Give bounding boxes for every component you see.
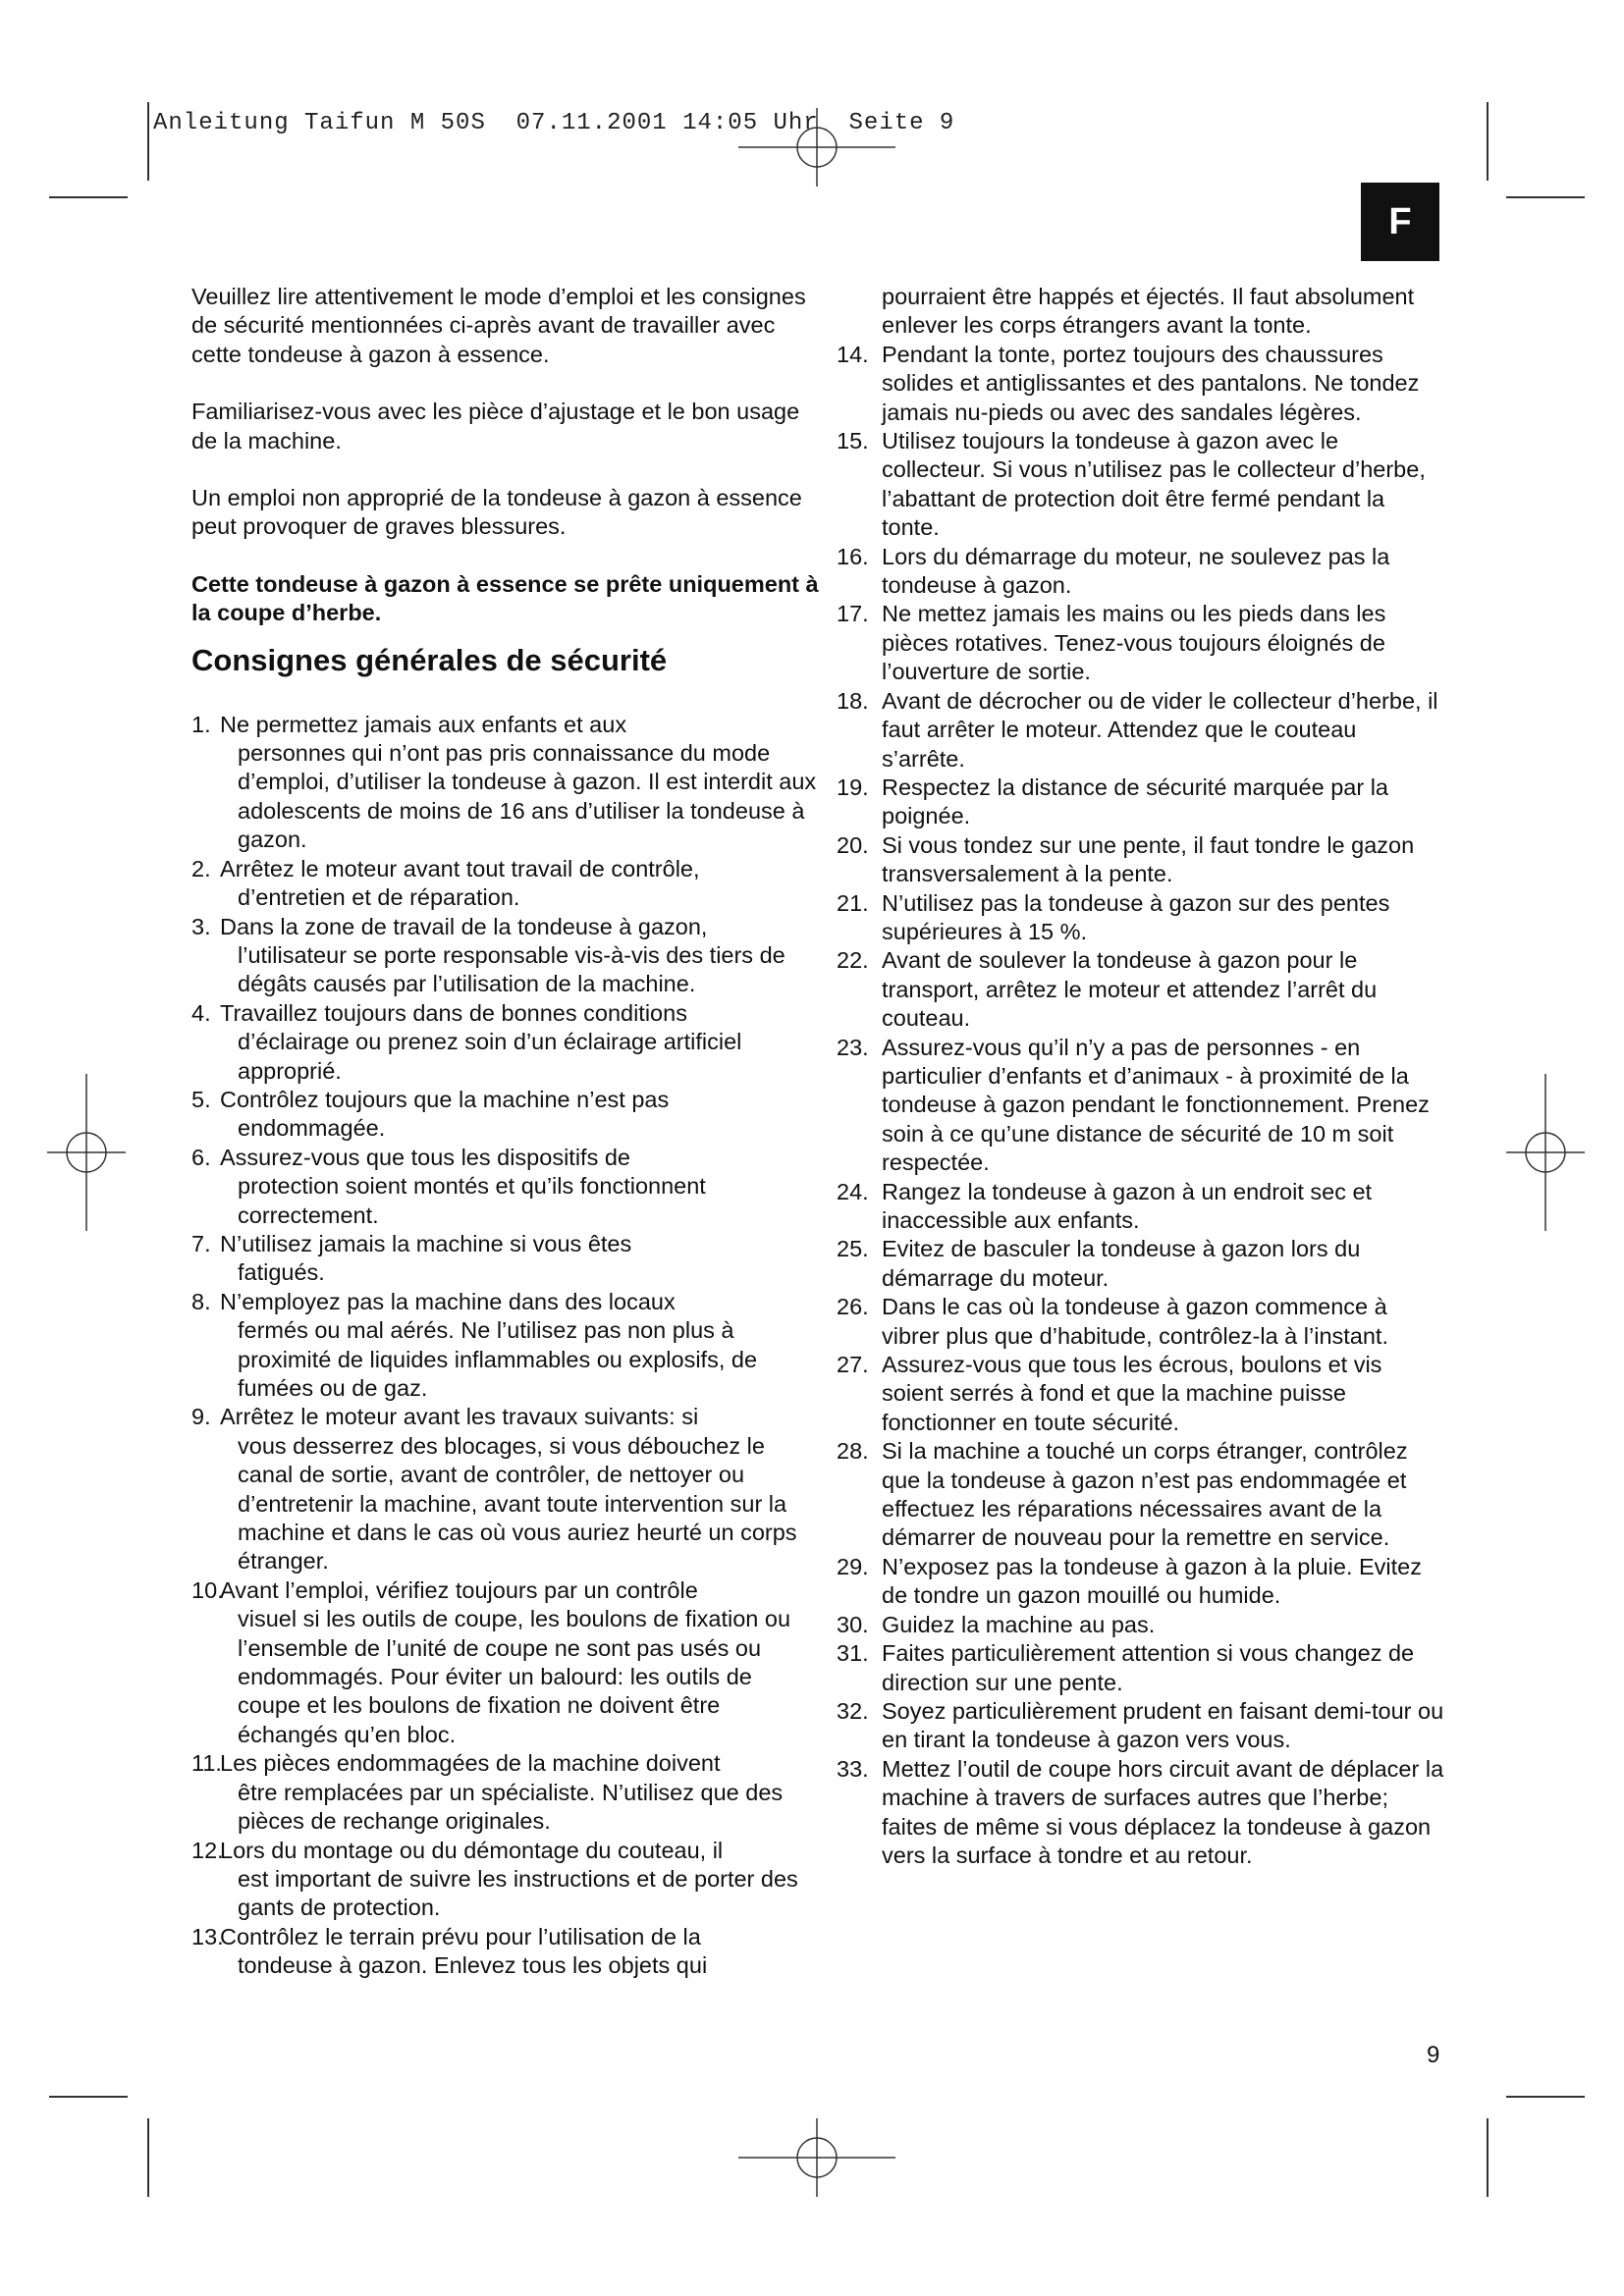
list-item: [837, 600, 1445, 686]
page-number: 9: [1427, 2042, 1440, 2068]
item-text-continuation: visuel si les outils de coupe, les boulons de fixation ou l’ensemble de l’unité de coupe ne sont pas usés ou endommagés. Pour éviter un balourd: les outils de coupe et les boulons de fixation ne doivent être échangés qu’en bloc.: [238, 1606, 791, 1747]
item-number: 21.: [837, 889, 869, 916]
item-text-first-line: Arrêtez le moteur avant les travaux suivants: si: [220, 1404, 699, 1430]
item-text-continuation: l’utilisateur se porte responsable vis-à-vis des tiers de dégâts causés par l’utilisation de la machine.: [238, 941, 785, 997]
item-text-first-line: Contrôlez toujours que la machine n’est pas: [220, 1086, 670, 1112]
item-number: 10.: [191, 1576, 224, 1603]
item-text-continuation: vous desserrez des blocages, si vous débouchez le canal de sortie, avant de contrôler, de nettoyer ou d’entretenir la machine, avant toute intervention sur la machine et dans le cas où vous auriez heurté un corps étranger.: [238, 1432, 797, 1575]
list-item: [191, 999, 820, 1086]
item-text-first-line: Dans la zone de travail de la tondeuse à gazon,: [220, 913, 708, 939]
item-text: [220, 1749, 820, 1836]
item-number: 32.: [837, 1697, 869, 1724]
item-text-first-line: N’employez pas la machine dans des locaux: [220, 1288, 676, 1314]
list-item: [837, 341, 1445, 427]
item-text: Dans le cas où la tondeuse à gazon commence à vibrer plus que d’habitude, contrôlez-la à l’instant.: [882, 1294, 1388, 1349]
item-number: 5.: [191, 1086, 211, 1112]
item-text: [220, 1230, 820, 1288]
right-column: [837, 283, 1445, 1870]
item-text: Utilisez toujours la tondeuse à gazon avec le collecteur. Si vous n’utilisez pas le collecteur d’herbe, l’abattant de protection doit être fermé pendant la tonte.: [882, 428, 1426, 541]
item-number: 27.: [837, 1352, 869, 1378]
crop-mark: [49, 2096, 128, 2098]
list-item: [837, 946, 1445, 1033]
item-number: 23.: [837, 1034, 869, 1060]
list-item: [191, 1288, 820, 1404]
item-number: 9.: [191, 1404, 211, 1430]
item-text: [220, 1086, 820, 1144]
item-number: 6.: [191, 1144, 211, 1170]
item-text: Ne mettez jamais les mains ou les pieds dans les pièces rotatives. Tenez-vous toujours éloignés de l’ouverture de sortie.: [882, 601, 1386, 685]
crop-mark: [1506, 196, 1585, 198]
crop-mark: [1506, 2096, 1585, 2098]
continued-text: pourraient être happés et éjectés. Il faut absolument enlever les corps étrangers avant la tonte.: [882, 284, 1415, 339]
item-text: [220, 999, 820, 1086]
item-text: [220, 855, 820, 913]
language-tab: F: [1361, 183, 1439, 261]
registration-mark-left: [47, 1074, 126, 1231]
item-text: [220, 1837, 820, 1923]
item-number: 2.: [191, 855, 211, 881]
list-item: [837, 427, 1445, 543]
list-item: [191, 1749, 820, 1836]
item-text: [220, 1923, 820, 1981]
list-item: [837, 1034, 1445, 1178]
list-item: [191, 1576, 820, 1749]
item-text-first-line: Travaillez toujours dans de bonnes conditions: [220, 999, 687, 1026]
list-item: [837, 1178, 1445, 1236]
item-number: 8.: [191, 1288, 211, 1314]
intro-paragraph: Familiarisez-vous avec les pièce d’ajustage et le bon usage de la machine.: [191, 399, 800, 454]
list-item: [837, 1235, 1445, 1293]
item-number: 4.: [191, 999, 211, 1026]
item-number: 14.: [837, 341, 869, 367]
list-item: [837, 1755, 1445, 1871]
safety-list-right: [837, 341, 1445, 1871]
item-number: 28.: [837, 1438, 869, 1465]
item-number: 13.: [191, 1923, 224, 1949]
list-item: [837, 543, 1445, 601]
item-text: Guidez la machine au pas.: [882, 1611, 1156, 1637]
item-text: [220, 711, 820, 855]
list-item: [837, 687, 1445, 774]
list-item: [837, 1437, 1445, 1553]
item-number: 29.: [837, 1553, 869, 1579]
item-text-continuation: endommagée.: [238, 1115, 386, 1142]
list-item: [191, 1144, 820, 1230]
item-text-first-line: Assurez-vous que tous les dispositifs de: [220, 1144, 630, 1170]
registration-mark-right: [1506, 1074, 1585, 1231]
list-item: [191, 1837, 820, 1923]
usage-note: Cette tondeuse à gazon à essence se prête uniquement à la coupe d’herbe.: [191, 570, 819, 626]
item-text: Respectez la distance de sécurité marquée par la poignée.: [882, 774, 1388, 829]
list-item: [191, 711, 820, 855]
print-header: Anleitung Taifun M 50S 07.11.2001 14:05 Uhr Seite 9: [153, 110, 955, 136]
item-text: N’utilisez pas la tondeuse à gazon sur des pentes supérieures à 15 %.: [882, 889, 1390, 944]
list-item: [191, 1086, 820, 1144]
item-text: Lors du démarrage du moteur, ne soulevez pas la tondeuse à gazon.: [882, 543, 1390, 599]
item-text: Rangez la tondeuse à gazon à un endroit sec et inaccessible aux enfants.: [882, 1178, 1373, 1233]
list-item: [837, 831, 1445, 889]
crop-mark: [49, 196, 128, 198]
item-number: 31.: [837, 1640, 869, 1667]
item-number: 1.: [191, 711, 211, 737]
item-number: 22.: [837, 947, 869, 974]
item-text-continuation: d’entretien et de réparation.: [238, 884, 520, 911]
item-text-first-line: Ne permettez jamais aux enfants et aux: [220, 711, 627, 737]
left-column: [191, 283, 820, 1981]
item-text-first-line: Lors du montage ou du démontage du couteau, il: [220, 1837, 724, 1863]
item-number: 26.: [837, 1294, 869, 1320]
item-text-continuation: fatigués.: [238, 1259, 325, 1286]
item-text: [220, 913, 820, 999]
item-text: [220, 1403, 820, 1575]
item-text-continuation: fermés ou mal aérés. Ne l’utilisez pas non plus à proximité de liquides inflammables ou explosifs, de fumées ou de gaz.: [238, 1317, 758, 1401]
item-text-continuation: personnes qui n’ont pas pris connaissance du mode d’emploi, d’utiliser la tondeuse à gazon. Il est interdit aux adolescents de moins de 16 ans d’utiliser la tondeuse à gazon.: [238, 740, 817, 853]
item-text: Soyez particulièrement prudent en faisant demi-tour ou en tirant la tondeuse à gazon vers vous.: [882, 1697, 1444, 1753]
item-text: Assurez-vous qu’il n’y a pas de personnes - en particulier d’enfants et d’animaux - à proximité de la tondeuse à gazon pendant le fonctionnement. Prenez soin à ce qu’une distance de sécurité de 10 m soit respectée.: [882, 1034, 1430, 1176]
item-number: 7.: [191, 1230, 211, 1256]
item-text: [220, 1144, 820, 1230]
item-text-continuation: est important de suivre les instructions et de porter des gants de protection.: [238, 1865, 798, 1921]
item-number: 18.: [837, 687, 869, 714]
item-text: Pendant la tonte, portez toujours des chaussures solides et antiglissantes et des pantalons. Ne tondez jamais nu-pieds ou avec des sandales légères.: [882, 341, 1420, 425]
item-text: Si vous tondez sur une pente, il faut tondre le gazon transversalement à la pente.: [882, 831, 1415, 887]
item-number: 17.: [837, 601, 869, 627]
list-item: [191, 855, 820, 913]
item-text: Avant de soulever la tondeuse à gazon pour le transport, arrêtez le moteur et attendez l’arrêt du couteau.: [882, 947, 1378, 1032]
item-text: Mettez l’outil de coupe hors circuit avant de déplacer la machine à travers de surfaces autres que l’herbe; faites de même si vous déplacez la tondeuse à gazon vers la surface à tondre et au retour.: [882, 1755, 1444, 1868]
list-item: [837, 889, 1445, 947]
crop-mark: [1487, 102, 1489, 181]
item-text-continuation: d’éclairage ou prenez soin d’un éclairage artificiel approprié.: [238, 1029, 742, 1084]
item-text: [220, 1576, 820, 1749]
item-text: Evitez de basculer la tondeuse à gazon lors du démarrage du moteur.: [882, 1236, 1361, 1291]
crop-mark: [1487, 2118, 1489, 2197]
list-item: [837, 1351, 1445, 1437]
item-number: 33.: [837, 1755, 869, 1782]
item-text: N’exposez pas la tondeuse à gazon à la pluie. Evitez de tondre un gazon mouillé ou humide.: [882, 1553, 1422, 1609]
list-item: [837, 1293, 1445, 1351]
item-text-first-line: N’utilisez jamais la machine si vous êtes: [220, 1230, 632, 1256]
list-item: [191, 1403, 820, 1575]
intro-paragraph: Un emploi non approprié de la tondeuse à gazon à essence peut provoquer de graves blessures.: [191, 485, 802, 540]
list-item: [191, 913, 820, 999]
item-number: 30.: [837, 1611, 869, 1637]
item-number: 24.: [837, 1178, 869, 1204]
item-text: Faites particulièrement attention si vous changez de direction sur une pente.: [882, 1640, 1415, 1695]
item-number: 16.: [837, 543, 869, 569]
item-text-first-line: Les pièces endommagées de la machine doivent: [220, 1750, 721, 1777]
registration-mark-bottom: [738, 2118, 895, 2197]
item-text-first-line: Contrôlez le terrain prévu pour l’utilisation de la: [220, 1923, 701, 1949]
item-text: Si la machine a touché un corps étranger, contrôlez que la tondeuse à gazon n’est pas endommagée et effectuez les réparations nécessaires avant de la démarrer de nouveau pour la remettre en service.: [882, 1438, 1408, 1551]
list-item: [837, 1553, 1445, 1611]
item-number: 25.: [837, 1236, 869, 1262]
item-number: 15.: [837, 428, 869, 454]
crop-mark: [147, 102, 149, 181]
item-text-first-line: Arrêtez le moteur avant tout travail de contrôle,: [220, 855, 700, 881]
list-item: [191, 1230, 820, 1288]
item-text-continuation: protection soient montés et qu’ils fonctionnent correctement.: [238, 1173, 706, 1228]
item-number: 19.: [837, 774, 869, 800]
list-item: [837, 1639, 1445, 1697]
item-number: 12.: [191, 1837, 224, 1863]
crop-mark: [147, 2118, 149, 2197]
intro-paragraph: Veuillez lire attentivement le mode d’emploi et les consignes de sécurité mentionnées ci-après avant de travailler avec cette tondeuse à gazon à essence.: [191, 284, 806, 367]
item-text-first-line: Avant l’emploi, vérifiez toujours par un contrôle: [220, 1576, 698, 1603]
item-text: [220, 1288, 820, 1404]
list-item: [191, 1923, 820, 1981]
item-text: Assurez-vous que tous les écrous, boulons et vis soient serrés à fond et que la machine puisse fonctionner en toute sécurité.: [882, 1352, 1382, 1435]
item-number: 11.: [191, 1750, 222, 1777]
list-item: [837, 1611, 1445, 1639]
item-text: Avant de décrocher ou de vider le collecteur d’herbe, il faut arrêter le moteur. Attendez que le couteau s’arrête.: [882, 687, 1438, 772]
list-item: [837, 774, 1445, 831]
item-text-continuation: tondeuse à gazon. Enlevez tous les objets qui: [238, 1952, 708, 1979]
safety-list-left: [191, 711, 820, 1981]
item-text-continuation: être remplacées par un spécialiste. N’utilisez que des pièces de rechange originales.: [238, 1779, 784, 1835]
item-number: 3.: [191, 913, 211, 939]
list-item: [837, 1697, 1445, 1755]
section-heading: Consignes générales de sécurité: [191, 642, 668, 677]
item-number: 20.: [837, 831, 869, 858]
